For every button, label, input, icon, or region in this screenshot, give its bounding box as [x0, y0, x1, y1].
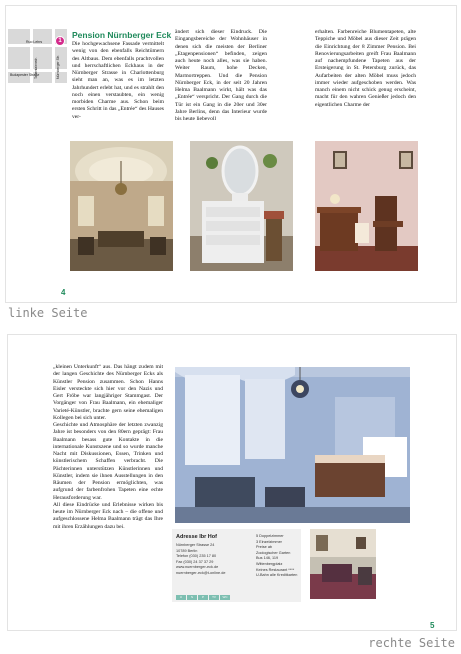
- page-number-right: 5: [430, 621, 435, 630]
- wc-icon: WC: [220, 595, 230, 600]
- info-address: Nürnberger Strasse 24 10789 Berlin Telefon (030) 235 17 80 Fax (030) 24 37 37 29 www.nuernberger-eck.de nuernberger-eck@t-online.de: [176, 543, 226, 575]
- article-title: Pension Nürnberger Eck: [72, 30, 172, 40]
- info-title: Adresse Ibr Hof: [176, 534, 217, 540]
- paragraph: erhalten. Farbenreiche Blumentapeten, alte Teppiche und Möbel aus dieser Zeit prägen die Einrichtung der 8 Zimmer Pension. Bei Renovierungsarbeiten greift Frau Baalmann auf nachempfundene Tapeten aus der Ersteigerung in St. Petersburg zurück, das Aufarbeiten der alten Möbel muss jedoch immer wieder aufgeschoben werden. Was manch einem nicht schick genug erscheint, macht für den wahren Genießer jedoch den eigentlichen Charme der: [315, 29, 416, 108]
- desk-photo: [315, 141, 418, 271]
- bedroom-photo: [175, 367, 410, 523]
- subway-icon: U: [176, 595, 186, 600]
- parking-icon: P: [198, 595, 208, 600]
- map-marker: 1: [55, 36, 65, 46]
- paragraph: ändert sich dieser Eindruck. Die Eingangsbereiche der Wohnhäuser in denen sich die meisten der Berliner „Etagenpensionen“ befinden, zeigen auch heute noch alles, was sie haben. Weiter Raum, hohe Decken, Marmortreppen. Und die Pension Nürnberger Eck, in der seit 20 Jahren Helma Baalmann wirkt, hält was das „Entrée“ verspricht. Der Gang durch die Tür ist ein Gang in die 20er und 30er Jahre Berlins, denn das Interieur wurde bis heute liebevoll: [175, 29, 267, 122]
- text-column-1: [72, 41, 164, 139]
- salon-photo: [70, 141, 173, 271]
- text-column-right: [53, 364, 163, 602]
- info-box: [172, 529, 301, 602]
- map-street-2: Tauentzienstr.: [34, 57, 38, 79]
- left-page-caption: linke Seite: [8, 306, 88, 320]
- amenity-icons: [176, 595, 230, 600]
- paragraph: Die hochgewachsene Fassade vermittelt wenig von den ebenfalls Reichtümern des Altbaus. Dem ebenfalls prachtvollen und herrschaftlichen Eckhaus in der Nürnberger Strasse in Charlottenburg sieht man an, was es im letzten Jahrhundert erlebt hat, und es strahlt den noch einen verstaubten, ein wenig morbiden Charme aus. Schon beim ersten Schritt in das „Entrée“ des Hauses ver-: [72, 41, 164, 120]
- sbahn-icon: S: [187, 595, 197, 600]
- map-street-1: Ruo Lehrs: [26, 40, 43, 44]
- text-column-3: [315, 29, 416, 139]
- right-page-caption: rechte Seite: [368, 636, 455, 650]
- page-number-left: 4: [61, 288, 66, 297]
- map-street-3: Nürnberger Str.: [56, 55, 60, 79]
- paragraph: „kleinen Unterkunft“ aus. Das hängt zudem mit der langen Geschichte des Nürnberger Ecks als Künstler Pension zusammen. Schon Hanns Eisler versteckte sich hier vor den Nazis und Gert Fröbe war langjähriger Stammgast. Der Vorgänger von Frau Baalmann, ein ehemaliger Varieté-Künstler, brachte gern seine ehemaligen Kollegen bei sich unter.: [53, 364, 163, 421]
- lounge-photo: [310, 529, 376, 599]
- text-column-2: [175, 29, 267, 139]
- tv-icon: TV: [209, 595, 219, 600]
- info-details: 5 Doppelzimmer 3 Einzelzimmer Preise ab Zoologischer Garten Bus 146, 119 Wittenbergplatz Keines Restaurant **** U-Bahn alle Kreditkarten: [256, 534, 298, 578]
- location-map: [8, 29, 67, 83]
- map-street-4: Budapester Straße: [10, 73, 40, 77]
- paragraph: Geschichte und Atmosphäre der letzten zwanzig Jahre ist besonders von den 80ern geprägt: Frau Baalmann besass gute Kontakte in die internationale Kunstszene und so wurde manche Nacht mit Diskussionen, Essen, Trinken und künstlerischem Schaffen verbracht. Die Pächterinnen unterstützen Künstlerinnen und Künstler, indem sie ihnen Ausstellungen in den Räumen der Pension ermöglichten, was aufgrund der farbenfrohen Tapeten eine echte Herausforderung war.: [53, 422, 163, 501]
- washstand-photo: [190, 141, 293, 271]
- paragraph: All diese Eindrücke und Erlebnisse wirken bis heute im Nürnberger Eck nach – die offene und aufgeschlossene Helma Baalmann trägt das Ihre mit ihren Erzählungen dazu bei.: [53, 501, 163, 530]
